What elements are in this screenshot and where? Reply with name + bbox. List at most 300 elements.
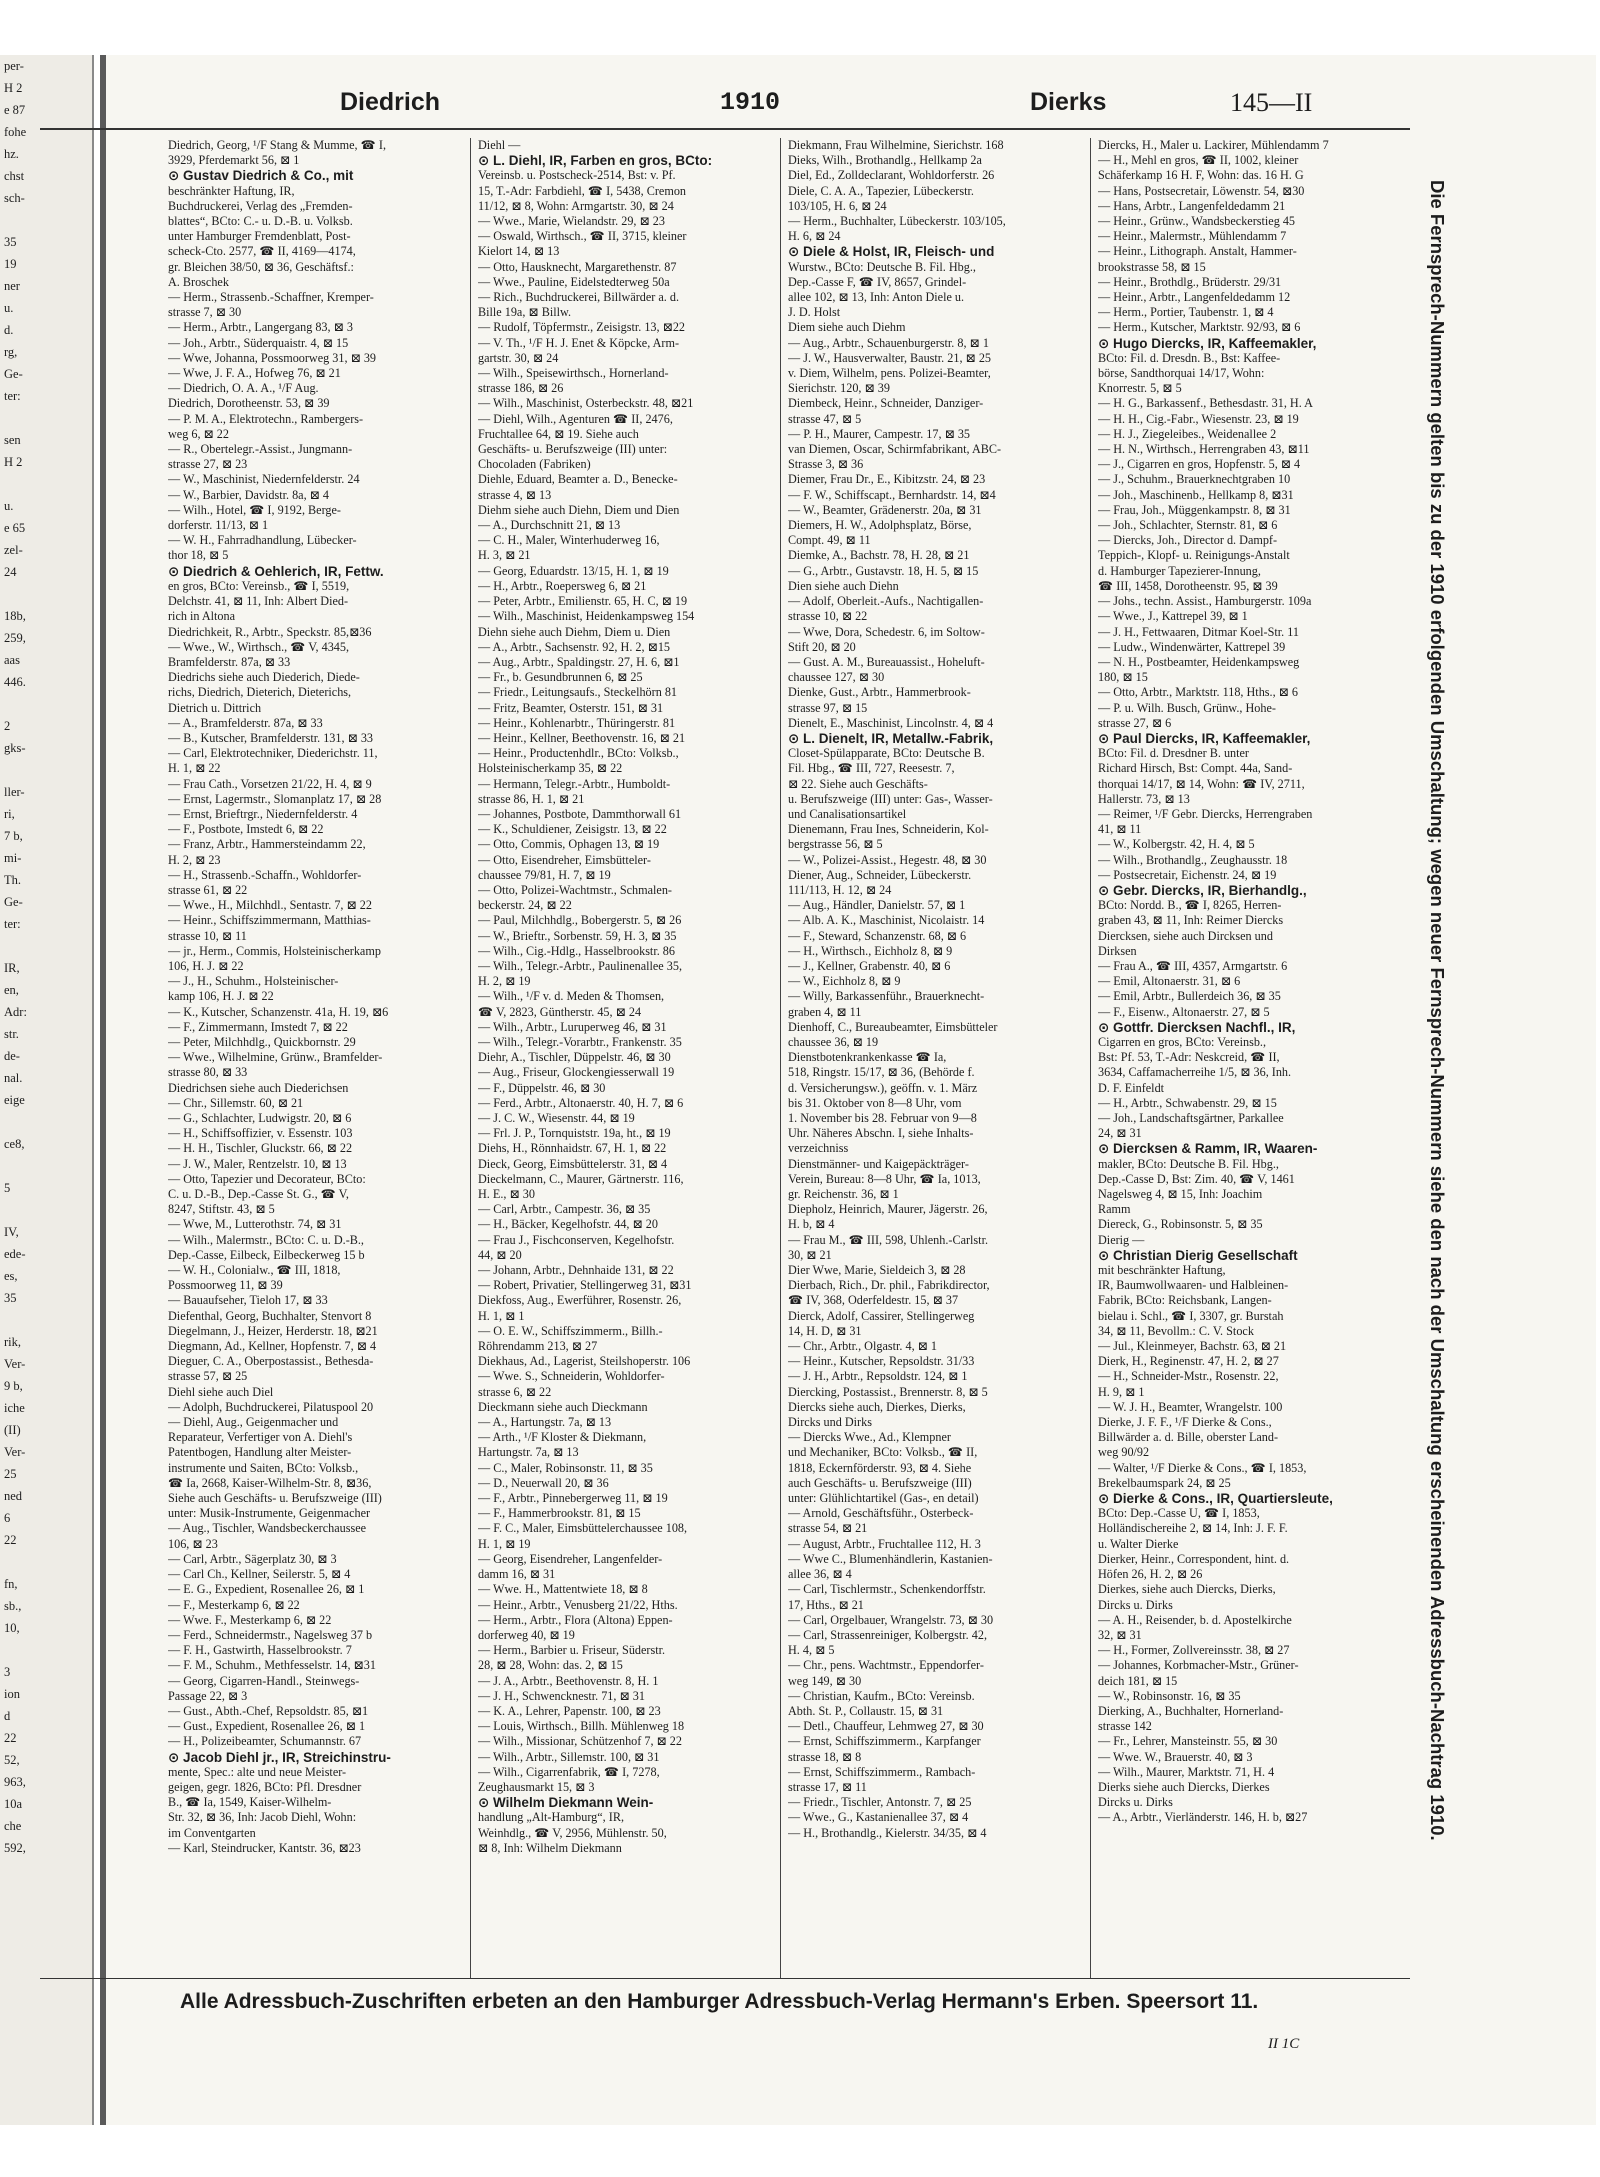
directory-entry-line: — Herm., Arbtr., Flora (Altona) Eppen-: [478, 1612, 673, 1627]
directory-entry-line: — Hans, Arbtr., Langenfeldedamm 21: [1098, 198, 1286, 213]
directory-entry-line: — Wwe., J., Kattrepel 39, ⊠ 1: [1098, 609, 1248, 624]
directory-entry-line: — A. H., Reisender, b. d. Apostelkirche: [1098, 1612, 1292, 1627]
previous-page-fragment: Ver-: [4, 1357, 26, 1371]
directory-entry-line: strasse 142: [1098, 1719, 1152, 1734]
directory-entry-line: scheck-Cto. 2577, ☎ II, 4169—4174,: [168, 244, 356, 259]
directory-entry-line: — Wwe., G., Kastanienallee 37, ⊠ 4: [788, 1810, 969, 1825]
directory-entry-line: — Aug., Händler, Danielstr. 57, ⊠ 1: [788, 898, 966, 913]
directory-entry-line: — Aug., Friseur, Glockengiesserwall 19: [478, 1065, 675, 1080]
directory-entry-line: unter Hamburger Fremdenblatt, Post-: [168, 229, 351, 244]
directory-entry-line: gr. Bleichen 38/50, ⊠ 36, Geschäftsf.:: [168, 259, 354, 274]
directory-entry-line: strasse 86, H. 1, ⊠ 21: [478, 791, 585, 806]
directory-entry-line: — Paul, Milchhdlg., Bobergerstr. 5, ⊠ 26: [478, 913, 682, 928]
directory-entry-line: Siehe auch Geschäfts- u. Berufszweige (III): [168, 1491, 382, 1506]
previous-page-fragment: rg,: [4, 345, 18, 359]
directory-entry-line: — H., Bäcker, Kegelhofstr. 44, ⊠ 20: [478, 1217, 658, 1232]
directory-entry-line: — Wilh., Brothandlg., Zeughausstr. 18: [1098, 852, 1288, 867]
directory-entry-line: — Peter, Milchhdlg., Quickbornstr. 29: [168, 1034, 356, 1049]
directory-entry-line: — Postsecretair, Eichenstr. 24, ⊠ 19: [1098, 867, 1277, 882]
directory-entry-line: H. 9, ⊠ 1: [1098, 1384, 1145, 1399]
directory-entry-line: — Diercks Wwe., Ad., Klempner: [788, 1430, 951, 1445]
directory-entry-line: handlung „Alt-Hamburg“, IR,: [478, 1810, 624, 1825]
directory-entry-line: — Carl, Arbtr., Sägerplatz 30, ⊠ 3: [168, 1551, 337, 1566]
directory-entry-line: bis 31. Oktober von 8—8 Uhr, vom: [788, 1095, 962, 1110]
directory-entry-line: Dierck, Adolf, Cassirer, Stellingerweg: [788, 1308, 975, 1323]
directory-entry-line: — Hans, Postsecretair, Löwenstr. 54, ⊠30: [1098, 183, 1305, 198]
previous-page-fragment: [0, 1111, 92, 1133]
directory-entry-line: — A., Bramfelderstr. 87a, ⊠ 33: [168, 715, 323, 730]
directory-entry-line: — V. Th., ¹/F H. J. Enet & Köpcke, Arm-: [478, 335, 680, 350]
directory-entry-line: beschränkter Haftung, IR,: [168, 183, 295, 198]
directory-entry-line: — Chr., pens. Wachtmstr., Eppendorfer-: [788, 1658, 984, 1673]
directory-entry-line: — Heinr., Kohlenarbtr., Thüringerstr. 81: [478, 715, 676, 730]
directory-entry-line: Diembeck, Heinr., Schneider, Danziger-: [788, 396, 984, 411]
directory-entry-line: Passage 22, ⊠ 3: [168, 1688, 248, 1703]
footer-rule: [40, 1978, 1410, 1979]
directory-entry-line: — A., Hartungstr. 7a, ⊠ 13: [478, 1415, 612, 1430]
directory-entry-line: Dienelt, E., Maschinist, Lincolnstr. 4, ⊠ 4: [788, 715, 994, 730]
directory-entry-line: Dierking, A., Buchhalter, Hornerland-: [1098, 1703, 1284, 1718]
directory-entry-line: — Wilh., Cigarrenfabrik, ☎ I, 7278,: [478, 1764, 660, 1779]
directory-entry-line: Bst: Pf. 53, T.-Adr: Neskcreid, ☎ II,: [1098, 1050, 1280, 1065]
directory-entry-line: ⊙ Wilhelm Diekmann Wein-: [478, 1795, 654, 1811]
previous-page-fragment: e 87: [4, 103, 26, 117]
directory-entry-line: — P. M. A., Elektrotechn., Rambergers-: [168, 411, 364, 426]
previous-page-fragment: 52,: [4, 1753, 20, 1767]
directory-entry-line: — J. W., Hausverwalter, Baustr. 21, ⊠ 25: [788, 350, 992, 365]
directory-entry-line: — Heinr., Schiffszimmermann, Matthias-: [168, 913, 371, 928]
directory-entry-line: allee 102, ⊠ 13, Inh: Anton Diele u.: [788, 290, 965, 305]
previous-page-fragment: 3: [4, 1665, 11, 1679]
directory-entry-line: — Wwe., H., Milchhdl., Sentastr. 7, ⊠ 22: [168, 898, 372, 913]
directory-entry-line: Fruchtallee 64, ⊠ 19. Siehe auch: [478, 426, 639, 441]
directory-entry-line: — Heinr., Arbtr., Langenfeldedamm 12: [1098, 290, 1291, 305]
directory-entry-line: — F. W., Schiffscapt., Bernhardstr. 14, ⊠4: [788, 487, 996, 502]
directory-entry-line: weg 6, ⊠ 22: [168, 426, 229, 441]
directory-entry-line: — H. J., Ziegeleibes., Weidenallee 2: [1098, 426, 1277, 441]
directory-entry-line: — W., Kolbergstr. 42, H. 4, ⊠ 5: [1098, 837, 1255, 852]
previous-page-fragment: 9 b,: [4, 1379, 23, 1393]
previous-page-fragment: 25: [4, 1467, 17, 1481]
previous-page-fragment: u.: [4, 499, 14, 513]
directory-entry-line: — Carl Ch., Kellner, Seilerstr. 5, ⊠ 4: [168, 1567, 351, 1582]
directory-entry-line: 24, ⊠ 31: [1098, 1126, 1142, 1141]
directory-entry-line: H. 2, ⊠ 23: [168, 852, 221, 867]
directory-entry-line: — H., Strassenb.-Schaffn., Wohldorfer-: [168, 867, 362, 882]
directory-entry-line: — Jul., Kleinmeyer, Bachstr. 63, ⊠ 21: [1098, 1339, 1287, 1354]
previous-page-fragment: 22: [4, 1731, 17, 1745]
directory-entry-line: Dep.-Casse F, ☎ IV, 8657, Grindel-: [788, 274, 967, 289]
directory-entry-line: Diedrichs siehe auch Diederich, Diede-: [168, 670, 360, 685]
directory-entry-line: v. Diem, Wilhelm, pens. Polizei-Beamter,: [788, 366, 991, 381]
previous-page-fragment: aas: [4, 653, 20, 667]
directory-entry-line: — Georg, Eduardstr. 13/15, H. 1, ⊠ 19: [478, 563, 669, 578]
directory-entry-line: Diekmann, Frau Wilhelmine, Sierichstr. 168: [788, 138, 1004, 152]
directory-entry-line: H. 2, ⊠ 19: [478, 974, 531, 989]
directory-entry-line: — Diercks, Joh., Director d. Dampf-: [1098, 533, 1278, 548]
previous-page-fragment: [0, 407, 92, 429]
directory-entry-line: Diemers, H. W., Adolphsplatz, Börse,: [788, 518, 972, 533]
previous-page-fragment: iche: [4, 1401, 25, 1415]
previous-page-fragment: [0, 1155, 92, 1177]
directory-entry-line: allee 36, ⊠ 4: [788, 1567, 852, 1582]
directory-entry-line: Diedrich, Georg, ¹/F Stang & Mumme, ☎ I,: [168, 138, 386, 152]
directory-entry-line: H. 3, ⊠ 21: [478, 548, 531, 563]
directory-entry-line: graben 4, ⊠ 11: [788, 1004, 862, 1019]
directory-entry-line: — Bauaufseher, Tieloh 17, ⊠ 33: [168, 1293, 328, 1308]
directory-entry-line: 11/12, ⊠ 8, Wohn: Armgartstr. 30, ⊠ 24: [478, 198, 674, 213]
previous-page-fragment: chst: [4, 169, 25, 183]
previous-page-fragment: Th.: [4, 873, 22, 887]
directory-entry-line: — J. A., Arbtr., Beethovenstr. 8, H. 1: [478, 1673, 659, 1688]
directory-entry-line: — Heinr., Lithograph. Anstalt, Hammer-: [1098, 244, 1297, 259]
directory-entry-line: — H., Brothandlg., Kielerstr. 34/35, ⊠ 4: [788, 1825, 987, 1840]
directory-entry-line: blattes“, BCto: C.- u. D.-B. u. Volksb.: [168, 214, 353, 229]
previous-page-fragment: ter:: [4, 917, 21, 931]
directory-entry-line: chaussee 127, ⊠ 30: [788, 670, 885, 685]
directory-entry-line: IR, Baumwollwaaren- und Halbleinen-: [1098, 1278, 1289, 1293]
directory-entry-line: — Herm., Portier, Taubenstr. 1, ⊠ 4: [1098, 305, 1274, 320]
previous-page-fragment: e 65: [4, 521, 26, 535]
directory-entry-line: Strasse 3, ⊠ 36: [788, 457, 864, 472]
footer-notice: Alle Adressbuch-Zuschriften erbeten an den Hamburger Adressbuch-Verlag Hermann's Erben. Speersort 11.: [180, 1990, 1259, 2013]
previous-page-fragment: sen: [4, 433, 21, 447]
previous-page-fragment: fn,: [4, 1577, 18, 1591]
header-year: 1910: [720, 88, 781, 117]
directory-entry-line: — H., Schiffsoffizier, v. Essenstr. 103: [168, 1126, 353, 1141]
directory-entry-line: — Wilh., Speisewirthsch., Hornerland-: [478, 366, 669, 381]
directory-entry-line: — Detl., Chauffeur, Lehmweg 27, ⊠ 30: [788, 1719, 984, 1734]
directory-entry-line: — R., Obertelegr.-Assist., Jungmann-: [168, 442, 353, 457]
directory-entry-line: — G., Schlachter, Ludwigstr. 20, ⊠ 6: [168, 1111, 352, 1125]
directory-entry-line: Richard Hirsch, Bst: Compt. 44a, Sand-: [1098, 761, 1293, 776]
directory-entry-line: — K., Schuldiener, Zeisigstr. 13, ⊠ 22: [478, 822, 667, 837]
directory-column-1: [168, 138, 465, 1978]
directory-entry-line: brookstrasse 58, ⊠ 15: [1098, 259, 1206, 274]
previous-page-fragment: 22: [4, 1533, 17, 1547]
directory-entry-line: — Wilh., Maschinist, Osterbeckstr. 48, ⊠21: [478, 396, 694, 411]
directory-entry-line: Diekhaus, Ad., Lagerist, Steilshoperstr. 106: [478, 1354, 691, 1369]
directory-entry-line: dorferweg 40, ⊠ 19: [478, 1627, 575, 1642]
directory-entry-line: — H. G., Barkassenf., Bethesdastr. 31, H. A: [1098, 396, 1313, 411]
directory-entry-line: — Wilh., Telegr.-Arbtr., Paulinenallee 35,: [478, 958, 682, 973]
directory-entry-line: H. 6, ⊠ 24: [788, 229, 841, 244]
directory-entry-line: graben 43, ⊠ 11, Inh: Reimer Diercks: [1098, 913, 1284, 928]
directory-entry-line: — Emil, Arbtr., Bullerdeich 36, ⊠ 35: [1098, 989, 1281, 1004]
directory-entry-line: Dieck, Georg, Eimsbüttelerstr. 31, ⊠ 4: [478, 1156, 668, 1171]
directory-entry-line: — H., Mehl en gros, ☎ II, 1002, kleiner: [1098, 153, 1299, 168]
previous-page-fragment: 592,: [4, 1841, 26, 1855]
directory-entry-line: Teppich-, Klopf- u. Reinigungs-Anstalt: [1098, 548, 1290, 563]
directory-entry-line: 30, ⊠ 21: [788, 1247, 832, 1262]
directory-entry-line: — Frau M., ☎ III, 598, Uhlenh.-Carlstr.: [788, 1232, 988, 1247]
directory-entry-line: richs, Diedrich, Dieterich, Dieterichs,: [168, 685, 352, 700]
previous-page-fragment: 6: [4, 1511, 11, 1525]
directory-entry-line: — Joh., Arbtr., Süderquaistr. 4, ⊠ 15: [168, 335, 349, 350]
directory-entry-line: — H. N., Wirthsch., Herrengraben 43, ⊠11: [1098, 442, 1310, 457]
previous-page-fragment: sb.,: [4, 1599, 22, 1613]
directory-entry-line: strasse 18, ⊠ 8: [788, 1749, 862, 1764]
directory-entry-line: — F. C., Maler, Eimsbüttelerchaussee 108,: [478, 1521, 688, 1536]
directory-entry-line: Hartungstr. 7a, ⊠ 13: [478, 1445, 579, 1460]
directory-entry-line: — Alb. A. K., Maschinist, Nicolaistr. 14: [788, 913, 985, 928]
directory-entry-line: — Walter, ¹/F Dierke & Cons., ☎ I, 1853,: [1098, 1460, 1307, 1475]
previous-page-fragment: mi-: [4, 851, 22, 865]
directory-entry-line: — Ernst, Lagermstr., Slomanplatz 17, ⊠ 28: [168, 791, 382, 806]
directory-entry-line: — Herm., Arbtr., Langergang 83, ⊠ 3: [168, 320, 353, 335]
directory-entry-line: BCto: Fil. d. Dresdn. B., Bst: Kaffee-: [1098, 350, 1281, 365]
previous-page-fragment: d: [4, 1709, 11, 1723]
directory-entry-line: — Carl, Orgelbauer, Wrangelstr. 73, ⊠ 30: [788, 1612, 994, 1627]
directory-entry-line: — Ernst, Schiffszimmerm., Karpfanger: [788, 1734, 981, 1749]
directory-entry-line: — Wilh., Malermstr., BCto: C. u. D.-B.,: [168, 1232, 364, 1247]
directory-entry-line: — K. A., Lehrer, Papenstr. 100, ⊠ 23: [478, 1703, 661, 1718]
directory-entry-line: — Frau A., ☎ III, 4357, Armgartstr. 6: [1098, 958, 1288, 973]
directory-entry-line: Hallerstr. 73, ⊠ 13: [1098, 791, 1190, 806]
directory-entry-line: Sierichstr. 120, ⊠ 39: [788, 381, 890, 396]
directory-entry-line: — Wilh., Hotel, ☎ I, 9192, Berge-: [168, 502, 341, 517]
directory-entry-line: — Wwe. W., Brauerstr. 40, ⊠ 3: [1098, 1749, 1253, 1764]
directory-entry-line: Wurstw., BCto: Deutsche B. Fil. Hbg.,: [788, 259, 976, 274]
directory-entry-line: BCto: Dep.-Casse U, ☎ I, 1853,: [1098, 1506, 1260, 1521]
directory-entry-line: chaussee 36, ⊠ 19: [788, 1034, 879, 1049]
directory-entry-line: — Wwe C., Blumenhändlerin, Kastanien-: [788, 1551, 993, 1566]
directory-entry-line: Diepholz, Heinrich, Maurer, Jägerstr. 26,: [788, 1202, 988, 1217]
directory-entry-line: — Rudolf, Töpfermstr., Zeisigstr. 13, ⊠22: [478, 320, 686, 335]
directory-entry-line: — W. H., Colonialw., ☎ III, 1818,: [168, 1263, 341, 1278]
previous-page-fragment: ede-: [4, 1247, 26, 1261]
directory-entry-line: — Gust., Expedient, Rosenallee 26, ⊠ 1: [168, 1719, 366, 1734]
directory-entry-line: — Carl, Elektrotechniker, Diederichstr. 11,: [168, 746, 378, 761]
directory-entry-line: — Otto, Eisendreher, Eimsbütteler-: [478, 852, 651, 867]
directory-entry-line: d. Hamburger Tapezierer-Innung,: [1098, 563, 1261, 578]
directory-entry-line: — Frl. J. P., Tornquiststr. 19a, ht., ⊠ 19: [478, 1126, 671, 1141]
directory-entry-line: — Otto, Commis, Ophagen 13, ⊠ 19: [478, 837, 660, 852]
directory-entry-line: Dirksen: [1098, 943, 1137, 958]
previous-page-fragment: 35: [4, 235, 17, 249]
directory-entry-line: strasse 80, ⊠ 33: [168, 1065, 248, 1080]
directory-entry-line: — Georg, Eisendreher, Langenfelder-: [478, 1551, 663, 1566]
directory-entry-line: ⊙ Gebr. Diercks, IR, Bierhandlg.,: [1098, 882, 1307, 898]
directory-entry-line: Holländischereihe 2, ⊠ 14, Inh: J. F. F.: [1098, 1521, 1288, 1536]
directory-entry-line: — Carl, Tischlermstr., Schenkendorffstr.: [788, 1582, 986, 1597]
directory-entry-line: Dienstmänner- und Kaigepäckträger-: [788, 1156, 969, 1171]
directory-entry-line: — Friedr., Leitungsaufs., Steckelhörn 81: [478, 685, 678, 700]
directory-entry-line: Diehl siehe auch Diel: [168, 1384, 274, 1399]
directory-entry-line: — K., Kutscher, Schanzenstr. 41a, H. 19, ⊠6: [168, 1004, 389, 1019]
directory-entry-line: 518, Ringstr. 15/17, ⊠ 36, (Behörde f.: [788, 1065, 975, 1080]
directory-entry-line: — Adolph, Buchdruckerei, Pilatuspool 20: [168, 1399, 374, 1414]
previous-page-fragment: 446.: [4, 675, 26, 689]
directory-entry-line: — Wilh., Arbtr., Sillemstr. 100, ⊠ 31: [478, 1749, 660, 1764]
previous-page-fragment: es,: [4, 1269, 18, 1283]
directory-entry-line: unter: Glühlichtartikel (Gas-, en detail): [788, 1491, 979, 1506]
directory-entry-line: — Gust., Abth.-Chef, Repsoldstr. 85, ⊠1: [168, 1703, 369, 1718]
directory-entry-line: makler, BCto: Deutsche B. Fil. Hbg.,: [1098, 1156, 1279, 1171]
directory-entry-line: strasse 17, ⊠ 11: [788, 1779, 867, 1794]
directory-entry-line: BCto: Nordd. B., ☎ I, 8265, Herren-: [1098, 898, 1282, 913]
directory-entry-line: ⊙ Diedrich & Oehlerich, IR, Fettw.: [168, 563, 384, 579]
directory-entry-line: — Wwe, Johanna, Possmoorweg 31, ⊠ 39: [168, 350, 377, 365]
previous-page-fragment: ller-: [4, 785, 25, 799]
directory-entry-line: A. Broschek: [168, 274, 229, 289]
previous-page-fragment: en,: [4, 983, 19, 997]
directory-entry-line: Compt. 49, ⊠ 11: [788, 533, 871, 548]
previous-page-fragment: [0, 693, 92, 715]
directory-entry-line: — Aug., Tischler, Wandsbeckerchaussee: [168, 1521, 367, 1536]
directory-entry-line: — Wilh., Maurer, Marktstr. 71, H. 4: [1098, 1764, 1275, 1779]
directory-entry-line: Dieks, Wilh., Brothandlg., Hellkamp 2a: [788, 153, 982, 168]
previous-page-fragment: 19: [4, 257, 17, 271]
directory-entry-line: deich 181, ⊠ 15: [1098, 1673, 1178, 1688]
previous-page-strip: [0, 55, 94, 2125]
directory-entry-line: Dep.-Casse, Eilbeck, Eilbeckerweg 15 b: [168, 1247, 365, 1262]
directory-entry-line: Dieckmann siehe auch Dieckmann: [478, 1399, 648, 1414]
directory-entry-line: Vereinsb. u. Postscheck-2514, Bst: v. Pf.: [478, 168, 676, 183]
directory-entry-line: strasse 10, ⊠ 11: [168, 928, 247, 943]
directory-entry-line: — Christian, Kaufm., BCto: Vereinsb.: [788, 1688, 975, 1703]
directory-entry-line: — Wwe. H., Mattentwiete 18, ⊠ 8: [478, 1582, 648, 1597]
directory-entry-line: ⊙ Christian Dierig Gesellschaft: [1098, 1247, 1298, 1263]
directory-entry-line: Dienstbotenkrankenkasse ☎ Ia,: [788, 1050, 947, 1065]
directory-entry-line: — Wilh., Cig.-Hdlg., Hasselbrookstr. 86: [478, 943, 675, 958]
directory-entry-line: — H., Polizeibeamter, Schumannstr. 67: [168, 1734, 362, 1749]
directory-entry-line: — Wilh., Arbtr., Luruperweg 46, ⊠ 31: [478, 1019, 667, 1034]
directory-entry-line: Diehs, H., Rönnhaidstr. 67, H. 1, ⊠ 22: [478, 1141, 667, 1156]
previous-page-fragment: [0, 759, 92, 781]
directory-entry-line: Diercking, Postassist., Brennerstr. 8, ⊠ 5: [788, 1384, 988, 1399]
directory-entry-line: ⊙ Gustav Diedrich & Co., mit: [168, 168, 354, 184]
directory-entry-line: — F. H., Gastwirth, Hasselbrookstr. 7: [168, 1643, 352, 1658]
directory-entry-line: ⊙ Diercksen & Ramm, IR, Waaren-: [1098, 1141, 1318, 1157]
directory-entry-line: Bramfelderstr. 87a, ⊠ 33: [168, 654, 291, 669]
directory-entry-line: — Adolf, Oberleit.-Aufs., Nachtigallen-: [788, 594, 984, 609]
directory-entry-line: strasse 186, ⊠ 26: [478, 381, 564, 396]
directory-entry-line: 3929, Pferdemarkt 56, ⊠ 1: [168, 153, 300, 168]
directory-entry-line: Diehle, Eduard, Beamter a. D., Benecke-: [478, 472, 678, 487]
directory-entry-line: Dieckelmann, C., Maurer, Gärtnerstr. 116,: [478, 1171, 684, 1186]
directory-entry-line: verzeichniss: [788, 1141, 849, 1156]
directory-entry-line: — Wwe., Pauline, Eidelstedterweg 50a: [478, 274, 670, 289]
directory-entry-line: — W., Brieftr., Sorbenstr. 59, H. 3, ⊠ 35: [478, 928, 677, 943]
previous-page-fragment: zel-: [4, 543, 23, 557]
previous-page-fragment: 2: [4, 719, 11, 733]
directory-entry-line: — Joh., Landschaftsgärtner, Parkallee: [1098, 1111, 1284, 1125]
directory-entry-line: Dierig —: [1098, 1232, 1145, 1247]
directory-entry-line: — A., Arbtr., Sachsenstr. 92, H. 2, ⊠15: [478, 639, 671, 654]
directory-entry-line: 3634, Caffamacherreihe 1/5, ⊠ 36, Inh.: [1098, 1065, 1292, 1080]
directory-entry-line: — Johann, Arbtr., Dehnhaide 131, ⊠ 22: [478, 1263, 674, 1278]
directory-entry-line: Dierke, J. F. F., ¹/F Dierke & Cons.,: [1098, 1415, 1272, 1430]
directory-entry-line: — Arnold, Geschäftsführ., Osterbeck-: [788, 1506, 974, 1521]
directory-entry-line: — F., Hammerbrookstr. 81, ⊠ 15: [478, 1506, 641, 1521]
directory-entry-line: Dierk, H., Reginenstr. 47, H. 2, ⊠ 27: [1098, 1354, 1279, 1369]
directory-entry-line: H. 4, ⊠ 5: [788, 1643, 835, 1658]
directory-entry-line: — Frau J., Fischconserven, Kegelhofstr.: [478, 1232, 675, 1247]
directory-entry-line: — Johannes, Postbote, Dammthorwall 61: [478, 806, 682, 821]
directory-entry-line: Abth. St. P., Collaustr. 15, ⊠ 31: [788, 1703, 944, 1718]
previous-page-fragment: eige: [4, 1093, 25, 1107]
directory-entry-line: — Diehl, Wilh., Agenturen ☎ II, 2476,: [478, 411, 673, 426]
directory-entry-line: — P. u. Wilh. Busch, Grünw., Hohe-: [1098, 700, 1276, 715]
directory-entry-line: 28, ⊠ 28, Wohn: das. 2, ⊠ 15: [478, 1658, 623, 1673]
previous-page-fragment: Adr:: [4, 1005, 27, 1019]
directory-entry-line: 14, H. D, ⊠ 31: [788, 1323, 862, 1338]
directory-entry-line: — B., Kutscher, Bramfelderstr. 131, ⊠ 33: [168, 730, 374, 745]
directory-entry-line: ⊙ Paul Diercks, IR, Kaffeemakler,: [1098, 730, 1311, 746]
directory-entry-line: Diel, Ed., Zolldeclarant, Wohldorferstr. 26: [788, 168, 995, 183]
directory-entry-line: Str. 32, ⊠ 36, Inh: Jacob Diehl, Wohn:: [168, 1810, 357, 1825]
directory-entry-line: — H. H., Tischler, Gluckstr. 66, ⊠ 22: [168, 1141, 353, 1156]
directory-entry-line: Fabrik, BCto: Reichsbank, Langen-: [1098, 1293, 1272, 1308]
directory-entry-line: Buchdruckerei, Verlag des „Fremden-: [168, 198, 353, 213]
directory-entry-line: en gros, BCto: Vereinsb., ☎ I, 5519,: [168, 578, 350, 593]
directory-entry-line: ⊙ Hugo Diercks, IR, Kaffeemakler,: [1098, 335, 1317, 351]
directory-entry-line: — J., H., Schuhm., Holsteinischer-: [168, 974, 339, 989]
directory-entry-line: bergstrasse 56, ⊠ 5: [788, 837, 883, 852]
directory-entry-line: thorquai 14/17, ⊠ 14, Wohn: ☎ IV, 2711,: [1098, 776, 1305, 791]
directory-entry-line: — Karl, Steindrucker, Kantstr. 36, ⊠23: [168, 1840, 361, 1855]
directory-entry-line: Schäferkamp 16 H. F, Wohn: das. 16 H. G: [1098, 168, 1304, 183]
directory-entry-line: ☎ III, 1458, Dorotheenstr. 95, ⊠ 39: [1098, 578, 1278, 593]
directory-entry-line: Diedrich, Dorotheenstr. 53, ⊠ 39: [168, 396, 330, 411]
directory-entry-line: Dietrich u. Dittrich: [168, 700, 262, 715]
directory-entry-line: — D., Neuerwall 20, ⊠ 36: [478, 1475, 609, 1490]
previous-page-fragment: str.: [4, 1027, 19, 1041]
directory-entry-line: Nagelsweg 4, ⊠ 15, Inh: Joachim: [1098, 1187, 1263, 1202]
directory-entry-line: — Heinr., Arbtr., Venusberg 21/22, Hths.: [478, 1597, 678, 1612]
directory-entry-line: strasse 54, ⊠ 21: [788, 1521, 868, 1536]
directory-entry-line: Kielort 14, ⊠ 13: [478, 244, 560, 259]
directory-entry-line: — Friedr., Tischler, Antonstr. 7, ⊠ 25: [788, 1795, 972, 1810]
directory-entry-line: — Oswald, Wirthsch., ☎ II, 3715, kleiner: [478, 229, 687, 244]
directory-entry-line: BCto: Fil. d. Dresdner B. unter: [1098, 746, 1249, 761]
directory-entry-line: Diegelmann, J., Heizer, Herderstr. 18, ⊠21: [168, 1323, 378, 1338]
directory-entry-line: 41, ⊠ 11: [1098, 822, 1142, 837]
directory-entry-line: — Herm., Strassenb.-Schaffner, Kremper-: [168, 290, 374, 305]
directory-entry-line: — Ernst, Brieftrgr., Niedernfelderstr. 4: [168, 806, 358, 821]
directory-entry-line: — N. H., Postbeamter, Heidenkampsweg: [1098, 654, 1300, 669]
directory-entry-line: — Aug., Arbtr., Spaldingstr. 27, H. 6, ⊠1: [478, 654, 680, 669]
directory-entry-line: dorferstr. 11/13, ⊠ 1: [168, 518, 269, 533]
previous-page-fragment: ter:: [4, 389, 21, 403]
previous-page-fragment: [0, 1551, 92, 1573]
directory-entry-line: — Willy, Barkassenführ., Brauerknecht-: [788, 989, 985, 1004]
previous-page-fragment: che: [4, 1819, 22, 1833]
previous-page-fragment: 24: [4, 565, 17, 579]
directory-entry-line: Verein, Bureau: 8—8 Uhr, ☎ Ia, 1013,: [788, 1171, 981, 1186]
directory-entry-line: — Ferd., Schneidermstr., Nagelsweg 37 b: [168, 1627, 373, 1642]
directory-entry-line: — Otto, Polizei-Wachtmstr., Schmalen-: [478, 882, 672, 897]
directory-entry-line: kamp 106, H. J. ⊠ 22: [168, 989, 274, 1004]
directory-entry-line: ⊠ 8, Inh: Wilhelm Diekmann: [478, 1840, 622, 1855]
directory-entry-line: — Diedrich, O. A. A., ¹/F Aug.: [168, 381, 319, 396]
directory-entry-line: — Johs., techn. Assist., Hamburgerstr. 109a: [1098, 594, 1312, 609]
previous-page-fragment: 5: [4, 1181, 11, 1195]
directory-entry-line: — Ludw., Windenwärter, Kattrepel 39: [1098, 639, 1286, 654]
directory-entry-line: 17, Hths., ⊠ 21: [788, 1597, 864, 1612]
directory-entry-line: J. D. Holst: [788, 305, 841, 320]
directory-entry-line: — Chr., Arbtr., Olgastr. 4, ⊠ 1: [788, 1339, 938, 1354]
directory-entry-line: 32, ⊠ 31: [1098, 1627, 1142, 1642]
directory-entry-line: chaussee 79/81, H. 7, ⊠ 19: [478, 867, 611, 882]
directory-entry-line: — Diehl, Aug., Geigenmacher und: [168, 1415, 339, 1430]
directory-entry-line: — F., Eisenw., Altonaerstr. 27, ⊠ 5: [1098, 1004, 1270, 1019]
previous-page-fragment: Ge-: [4, 367, 23, 381]
directory-entry-line: — Wwe, M., Lutterothstr. 74, ⊠ 31: [168, 1217, 342, 1232]
directory-entry-line: gartstr. 30, ⊠ 24: [478, 350, 559, 365]
directory-entry-line: Diercks siehe auch, Dierkes, Dierks,: [788, 1399, 966, 1414]
